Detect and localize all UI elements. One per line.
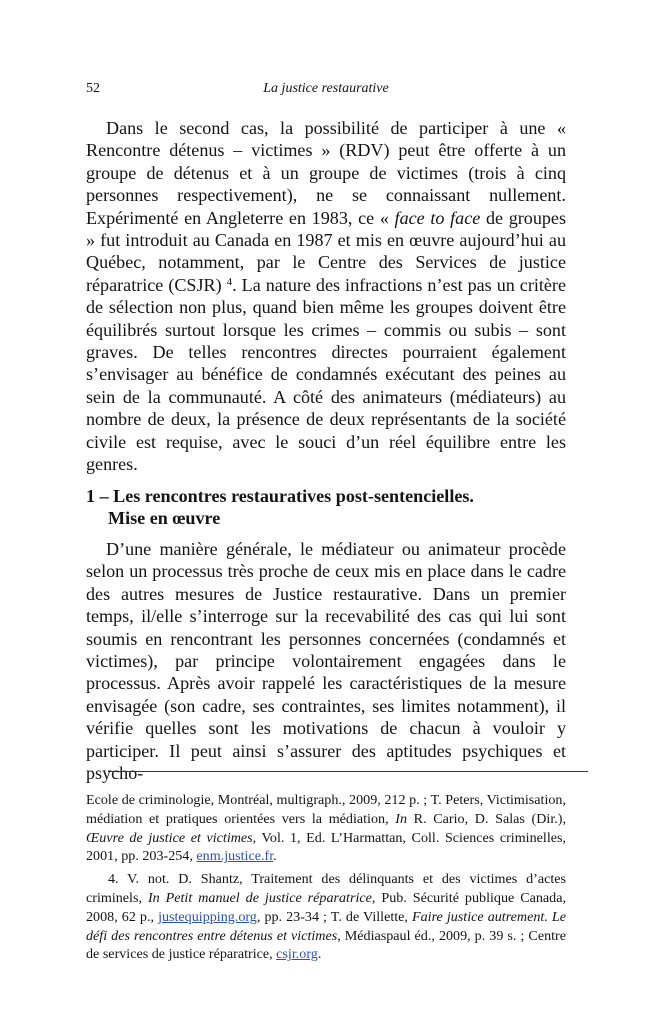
footnote-4-italic-a: In Petit manuel de justice réparatrice — [147, 889, 372, 906]
footnote-4 — [86, 870, 566, 964]
link-csjr[interactable]: csjr.org — [276, 946, 318, 963]
footnotes — [86, 791, 566, 964]
paragraph-1-text-b: de groupes » fut introduit au Canada en 1987 et mis en œuvre aujourd’hui au Québec, notamment, par le Centre des Services de justice réparatrice (CSJR) — [86, 207, 566, 295]
paragraph-2 — [86, 538, 566, 784]
page-number: 52 — [86, 81, 100, 96]
paragraph-1-italic: face to face — [394, 207, 481, 228]
footnote-cont-italic-b: Œuvre de justice et victimes — [86, 829, 253, 846]
paragraph-1-text-c: . La nature des infractions n’est pas un critère de sélection non plus, quand bien même les groupes doivent être équilibrés surtout lorsque les crimes – commis ou subis – sont graves. De telles rencontres directes pourraient également s’envisager au bénéfice de condamnés exécutant des peines au sein de la communauté. A côté des animateurs (médiateurs) au nombre de deux, la présence de deux représentants de la société civile est requise, avec le souci d’un réel équilibre entre les genres. — [86, 274, 566, 475]
link-enm-justice[interactable]: enm.justice.fr — [196, 848, 274, 865]
footnote-cont-text-c: , Vol. 1, Ed. L’Harmattan, Coll. Sciences criminelles, 2001, pp. 203-254, — [86, 829, 566, 865]
footnote-4-text-b: , Pub. Sécurité publique Canada, 2008, 62 p., — [86, 889, 567, 925]
footnote-4-italic-b: Faire justice autrement. Le défi des rencontres entre détenus et victimes — [86, 908, 566, 944]
footnote-4-text-d: , Médiaspaul éd., 2009, p. 39 s. ; Centre de services de justice réparatrice, — [86, 927, 566, 963]
running-title: La justice restaurative — [263, 81, 389, 96]
footnote-cont-text-d: . — [273, 848, 277, 865]
section-heading — [86, 485, 566, 530]
footnote-4-text-a: 4. V. not. D. Shantz, Traitement des délinquants et des victimes d’actes criminels, — [86, 871, 566, 906]
paragraph-1-text-a: Dans le second cas, la possibilité de participer à une « Rencontre détenus – victimes » (RDV) peut être offerte à un groupe de détenus et à un groupe de victimes (trois à cinq personnes respectivement), ne se connaissant nullement. Expérimenté en Angleterre en 1983, ce « — [86, 118, 566, 228]
link-justequipping[interactable]: justequipping.org — [158, 908, 257, 925]
paragraph-2-text: D’une manière générale, le médiateur ou animateur procède selon un processus très proche de ceux mis en place dans le cadre des autres mesures de Justice restaurative. Dans un premier temps, il/elle s’interroge sur la recevabilité des cas qui lui sont soumis en rencontrant les personnes concernées (condamnés et victimes), par principe volontairement engagées dans le processus. Après avoir rappelé les caractéristiques de la mesure envisagée (son cadre, ses contraintes, ses limites notamment), il vérifie quelles sont les motivations de chacun à vouloir y participer. Il peut ainsi s’assurer des aptitudes psychiques et psycho- — [86, 539, 566, 784]
footnote-reference[interactable]: 4 — [226, 275, 233, 288]
section-heading-line-2: Mise en œuvre — [108, 508, 221, 529]
footnote-4-text-e: . — [317, 946, 322, 963]
footnote-cont-text-b: R. Cario, D. Salas (Dir.), — [407, 810, 566, 827]
footnote-separator — [108, 771, 588, 772]
page-header — [86, 81, 566, 101]
paragraph-1 — [86, 117, 566, 476]
footnote-continuation — [86, 791, 566, 866]
footnote-cont-text-a: Ecole de criminologie, Montréal, multigraph., 2009, 212 p. ; T. Peters, Victimisation, médiation et pratiques orientées vers la médiation, — [86, 792, 566, 827]
footnote-4-text-c: , pp. 23-34 ; T. de Villette, — [256, 908, 413, 925]
section-heading-line-1: 1 – Les rencontres restauratives post-sentencielles. — [86, 486, 474, 506]
footnote-cont-italic-a: In — [395, 810, 408, 827]
